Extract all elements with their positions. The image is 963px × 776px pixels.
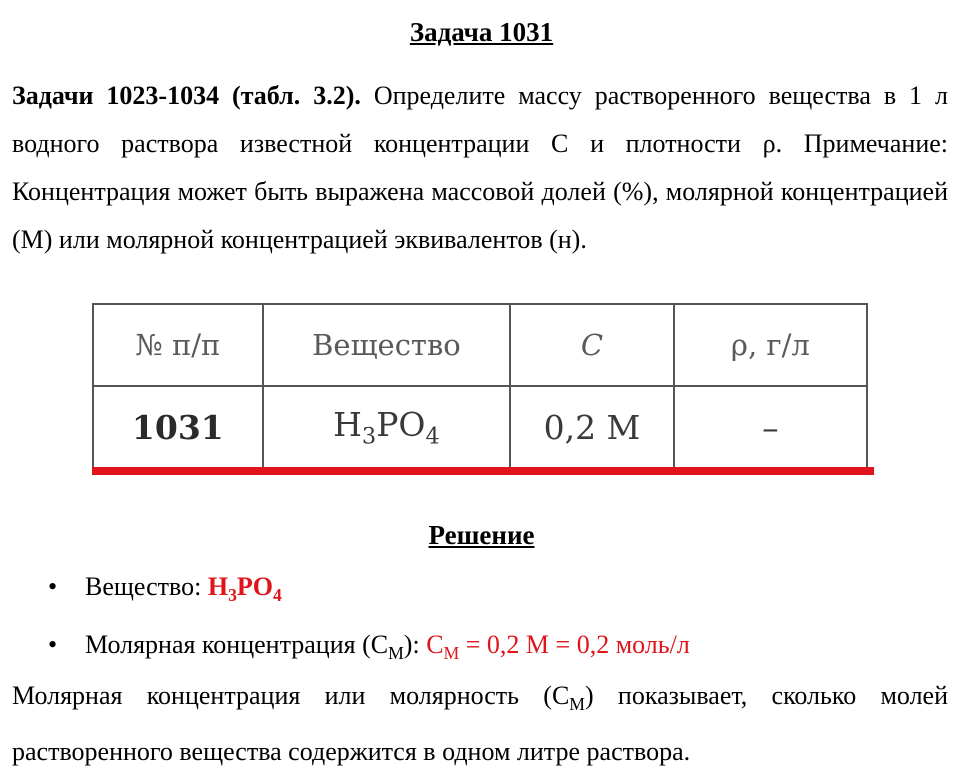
item-value-formula [207, 572, 282, 606]
table-header-row [93, 304, 867, 386]
table-header-concentration: C [510, 304, 674, 386]
table-header-num: № п/п [93, 304, 263, 386]
solution-list [42, 562, 690, 678]
table-header-substance: Вещество [263, 304, 511, 386]
list-item [42, 562, 690, 620]
table-cell-num: 1031 [93, 386, 263, 468]
label-subscript: M [388, 643, 404, 664]
value-part: = 0,2 M = 0,2 моль/л [459, 630, 690, 660]
task-table-figure [92, 303, 874, 469]
page-title: Задача 1031 [409, 17, 554, 47]
bullet-icon: • [48, 630, 58, 660]
red-underline-bar [92, 467, 874, 475]
table-cell-substance [263, 386, 511, 468]
formula-subscript: 3 [361, 423, 377, 450]
formula-part: H [333, 404, 362, 444]
value-subscript: M [443, 643, 460, 664]
table-cell-concentration: 0,2 M [510, 386, 674, 468]
task-table [92, 303, 868, 469]
list-item [42, 620, 690, 678]
value-part: C [426, 630, 444, 660]
item-label [85, 630, 427, 664]
bullet-icon: • [48, 572, 58, 601]
explanation-paragraph [12, 672, 948, 776]
problem-statement [12, 72, 948, 264]
formula-subscript: 4 [273, 585, 282, 606]
label-part: ): [403, 630, 427, 660]
para-subscript: M [569, 694, 586, 715]
label-part: Молярная концентрация (C [85, 630, 389, 660]
formula-part: H [207, 572, 229, 601]
formula-subscript: 4 [425, 423, 440, 450]
formula-part: PO [376, 404, 426, 444]
table-header-density: ρ, г/л [674, 304, 867, 386]
formula-part: PO [236, 572, 274, 601]
item-value [426, 630, 690, 664]
problem-statement-prefix: Задачи 1023-1034 (табл. 3.2). [12, 81, 361, 110]
problem-statement-text: Определите массу растворенного вещества в 1 л водного раствора известной концентрации С и плотности ρ. Примечание: Концентрация может быть выражена массовой долей (%), молярной концентрацией (М) или молярной концентрацией эквивалентов (н). [12, 81, 948, 254]
table-row [93, 386, 867, 468]
para-part: ) показывает, сколько молей растворенного вещества содержится в одном литре раствора. [12, 681, 949, 767]
formula-subscript: 3 [228, 585, 237, 606]
table-cell-density: – [674, 386, 867, 468]
solution-heading: Решение [428, 520, 535, 550]
para-part: Молярная концентрация или молярность (C [12, 681, 570, 710]
item-label: Вещество: [85, 572, 208, 601]
